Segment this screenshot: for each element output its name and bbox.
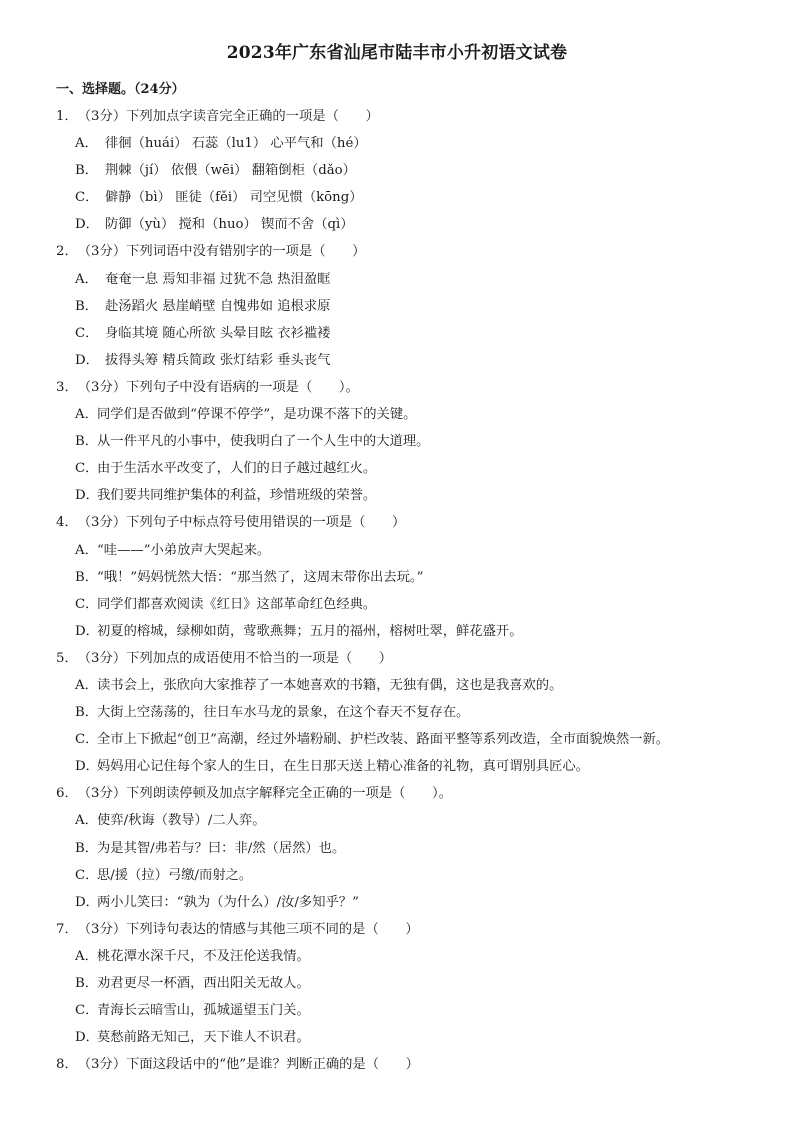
- option-text: 使弈/秋诲（教导）/二人弈。: [97, 813, 266, 829]
- option-label: D．: [75, 488, 99, 504]
- option-label: D．: [75, 759, 99, 775]
- answer-option: [56, 862, 746, 889]
- question-stem: [56, 238, 746, 265]
- question-text: （3分）下列词语中没有错别字的一项是（ ）: [77, 244, 366, 260]
- option-label: A．: [75, 407, 98, 423]
- question-list: [56, 103, 746, 1078]
- answer-option: [56, 672, 746, 699]
- answer-option: [56, 591, 746, 618]
- section-heading: 一、选择题。（24分）: [56, 82, 185, 97]
- option-label: C．: [75, 1003, 99, 1019]
- option-label: A．: [75, 271, 98, 287]
- option-label: C．: [75, 596, 99, 612]
- option-text: 我们要共同维护集体的利益，珍惜班级的荣誉。: [97, 488, 377, 504]
- answer-option: [56, 564, 746, 591]
- answer-option: [56, 726, 746, 753]
- answer-option: [56, 184, 746, 211]
- question-stem: [56, 374, 746, 401]
- answer-option: [56, 157, 746, 184]
- option-text: 青海长云暗雪山，孤城遥望玉门关。: [97, 1003, 310, 1019]
- question-text: （3分）下列句子中没有语病的一项是（ ）。: [77, 379, 359, 395]
- option-label: A．: [75, 813, 98, 829]
- option-text: “哦！”妈妈恍然大悟：“那当然了，这周末带你出去玩。”: [97, 569, 424, 585]
- option-label: B．: [75, 434, 99, 450]
- answer-option: [56, 997, 746, 1024]
- option-label: C．: [75, 867, 99, 883]
- option-text: 初夏的榕城，绿柳如荫，莺歌燕舞；五月的福州，榕树吐翠，鲜花盛开。: [97, 623, 523, 639]
- option-label: D．: [75, 623, 99, 639]
- answer-option: [56, 130, 746, 157]
- option-text: 从一件平凡的小事中，使我明白了一个人生中的大道理。: [97, 434, 430, 450]
- option-label: C．: [75, 325, 99, 341]
- question-number: 2．: [56, 244, 78, 260]
- answer-option: [56, 889, 746, 916]
- question-stem: [56, 916, 746, 943]
- answer-option: [56, 943, 746, 970]
- answer-option: [56, 753, 746, 780]
- answer-option: [56, 618, 746, 645]
- question-stem: [56, 509, 746, 536]
- option-text: 赴汤蹈火 悬崖峭壁 自愧弗如 追根求原: [105, 298, 331, 314]
- option-text: 防御（yù） 搅和（huo） 锲而不舍（qì）: [105, 217, 354, 233]
- option-text: 荆棘（jí） 依偎（wēi） 翻箱倒柜（dǎo）: [105, 163, 356, 179]
- option-label: B．: [75, 163, 99, 179]
- question-number: 4．: [56, 515, 78, 531]
- option-text: 僻静（bì） 匪徒（fěi） 司空见惯（kōng）: [105, 190, 363, 206]
- option-text: 思/援（拉）弓缴/而射之。: [97, 867, 253, 883]
- question-text: （3分）下列加点字读音完全正确的一项是（ ）: [77, 109, 379, 124]
- option-text: 同学们都喜欢阅读《红日》这部革命红色经典。: [97, 596, 377, 612]
- option-text: 莫愁前路无知己，天下谁人不识君。: [97, 1030, 310, 1046]
- option-label: B．: [75, 840, 99, 856]
- option-label: B．: [75, 705, 99, 721]
- option-label: C．: [75, 461, 99, 477]
- question-number: 6．: [56, 786, 78, 802]
- option-text: 劝君更尽一杯酒，西出阳关无故人。: [97, 976, 310, 991]
- option-text: 读书会上，张欣向大家推荐了一本她喜欢的书籍，无独有偶，这也是我喜欢的。: [97, 677, 563, 693]
- question-stem: [56, 103, 746, 130]
- option-label: D．: [75, 352, 99, 368]
- answer-option: [56, 807, 746, 834]
- page-title: 2023年广东省汕尾市陆丰市小升初语文试卷: [226, 43, 568, 63]
- option-label: D．: [75, 894, 99, 910]
- question-text: （3分）下面这段话中的“他”是谁？判断正确的是（ ）: [77, 1057, 419, 1073]
- answer-option: [56, 320, 746, 347]
- option-label: D．: [75, 217, 99, 233]
- option-text: 妈妈用心记住每个家人的生日，在生日那天送上精心准备的礼物，真可谓别具匠心。: [97, 759, 589, 775]
- question-number: 1．: [56, 109, 78, 124]
- question-stem: [56, 645, 746, 672]
- question-number: 8．: [56, 1057, 78, 1073]
- question-stem: [56, 1051, 746, 1078]
- option-label: A．: [75, 542, 98, 558]
- question-text: （3分）下列诗句表达的情感与其他三项不同的是（ ）: [77, 921, 419, 937]
- option-text: 两小儿笑曰：“孰为（为什么）/汝/多知乎？”: [97, 894, 359, 910]
- answer-option: [56, 1024, 746, 1051]
- answer-option: [56, 293, 746, 320]
- answer-option: [56, 699, 746, 726]
- answer-option: [56, 401, 746, 428]
- option-text: 同学们是否做到“停课不停学”，是功课不落下的关键。: [97, 407, 417, 423]
- answer-option: [56, 266, 746, 293]
- option-label: A．: [75, 948, 98, 964]
- option-label: A．: [75, 136, 98, 152]
- answer-option: [56, 428, 746, 455]
- answer-option: [56, 211, 746, 238]
- option-text: 桃花潭水深千尺，不及汪伦送我情。: [97, 948, 310, 964]
- option-label: C．: [75, 190, 99, 206]
- option-label: A．: [75, 677, 98, 693]
- option-text: 徘徊（huái） 石蕊（lu1） 心平气和（hé）: [105, 136, 367, 152]
- option-text: “哇——”小弟放声大哭起来。: [97, 542, 271, 558]
- answer-option: [56, 970, 746, 997]
- option-label: C．: [75, 732, 99, 748]
- option-text: 由于生活水平改变了，人们的日子越过越红火。: [97, 461, 377, 477]
- question-text: （3分）下列句子中标点符号使用错误的一项是（ ）: [77, 515, 406, 531]
- question-text: （3分）下列加点的成语使用不恰当的一项是（ ）: [77, 650, 393, 666]
- question-number: 7．: [56, 921, 78, 937]
- question-number: 3．: [56, 379, 78, 395]
- option-label: D．: [75, 1030, 99, 1046]
- option-label: B．: [75, 298, 99, 314]
- answer-option: [56, 347, 746, 374]
- question-text: （3分）下列朗读停顿及加点字解释完全正确的一项是（ ）。: [77, 786, 452, 802]
- answer-option: [56, 455, 746, 482]
- answer-option: [56, 537, 746, 564]
- option-text: 奄奄一息 焉知非福 过犹不急 热泪盈眶: [105, 271, 331, 287]
- option-text: 全市上下掀起“创卫”高潮，经过外墙粉刷、护栏改装、路面平整等系列改造，全市面貌焕然一新。: [97, 732, 670, 748]
- option-text: 为是其智/弗若与？曰：非/然（居然）也。: [97, 840, 346, 856]
- option-text: 拔得头筹 精兵简政 张灯结彩 垂头丧气: [105, 352, 331, 368]
- option-label: B．: [75, 976, 99, 991]
- option-text: 大街上空荡荡的，往日车水马龙的景象，在这个春天不复存在。: [97, 705, 470, 721]
- answer-option: [56, 482, 746, 509]
- option-label: B．: [75, 569, 99, 585]
- question-stem: [56, 780, 746, 807]
- question-number: 5．: [56, 650, 78, 666]
- answer-option: [56, 835, 746, 862]
- option-text: 身临其境 随心所欲 头晕目眩 衣衫褴褛: [105, 325, 331, 341]
